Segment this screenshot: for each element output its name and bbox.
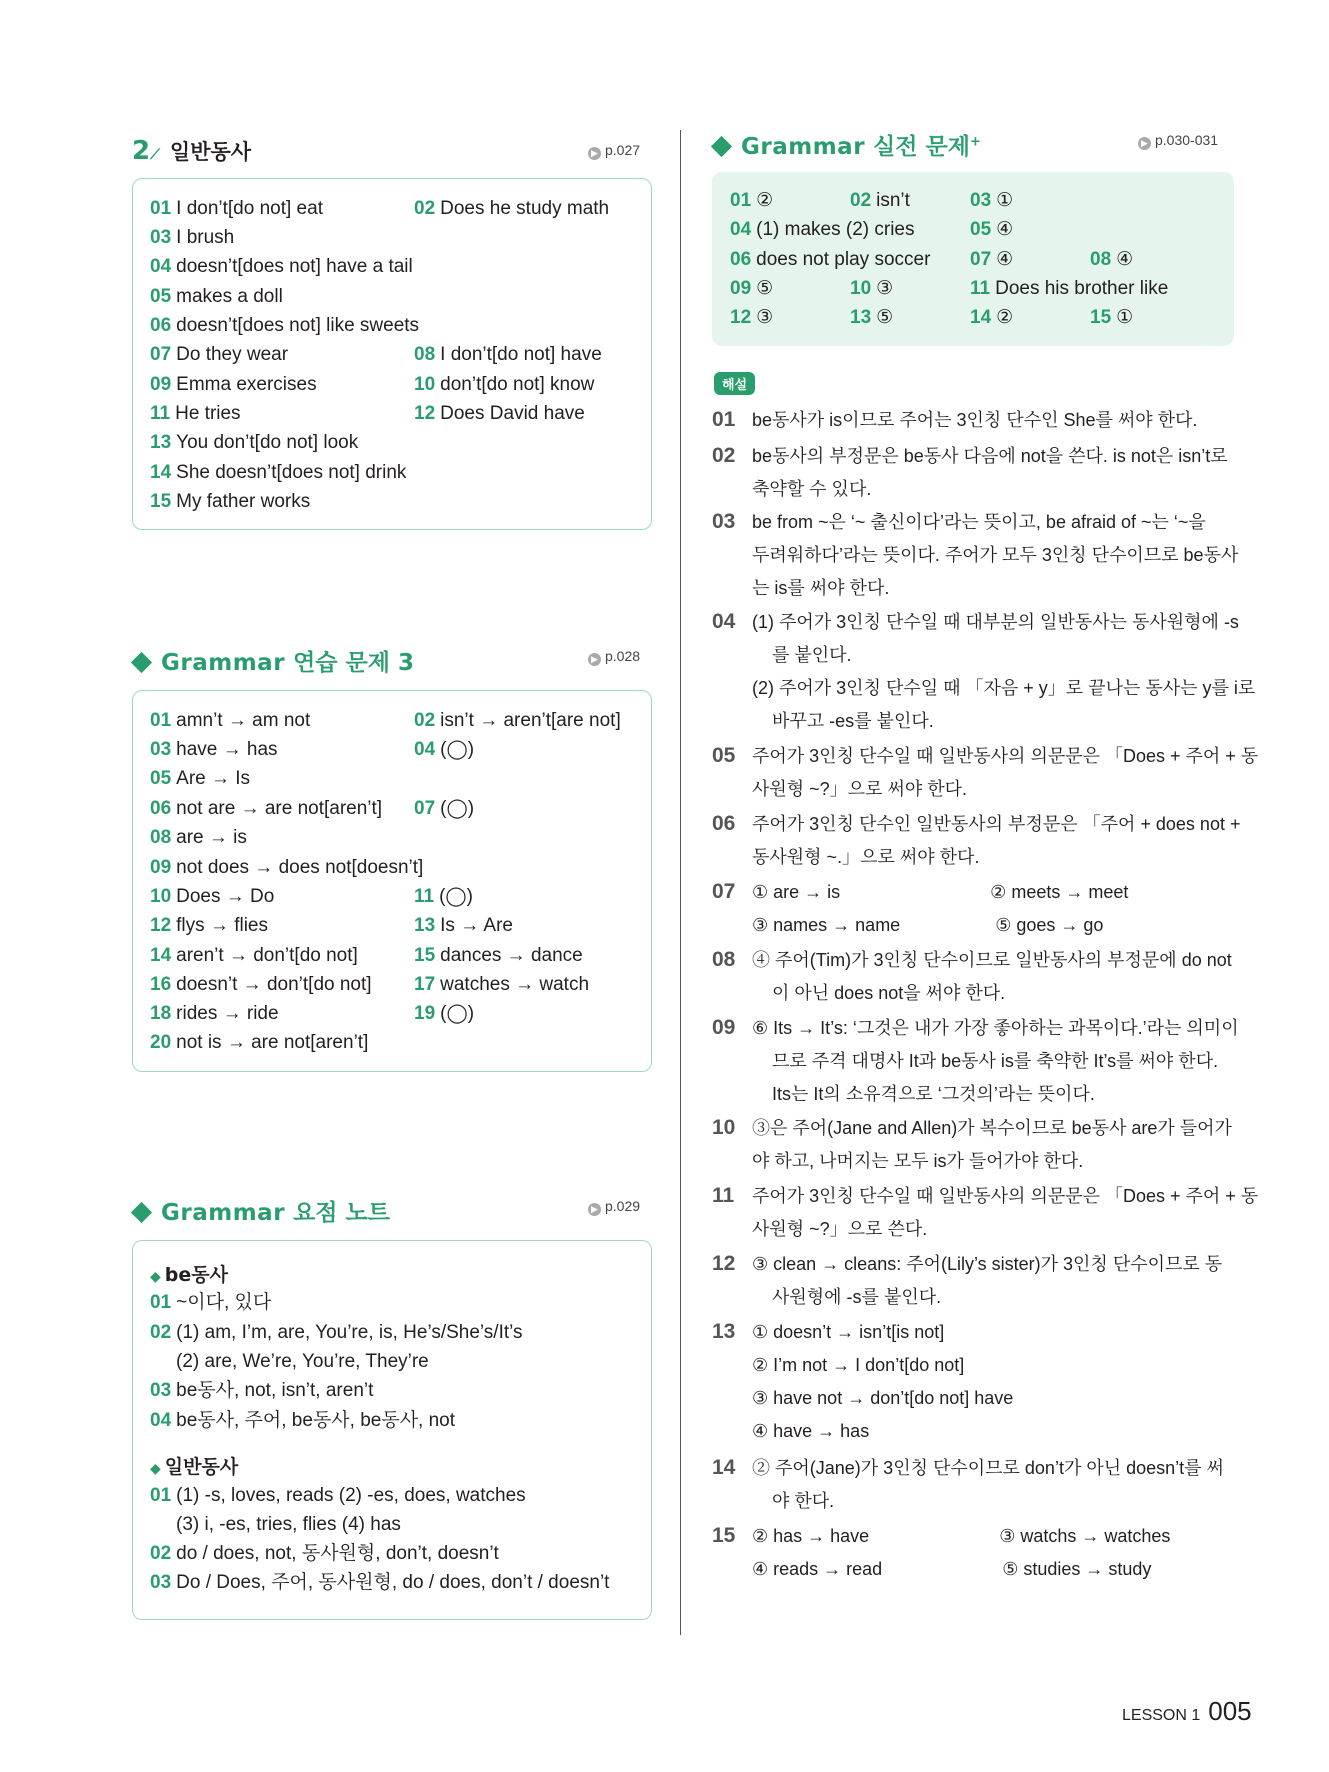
item-number: 14	[150, 462, 172, 483]
item-text: don’t[do not] know	[440, 374, 595, 395]
answer-item	[414, 344, 602, 366]
diamond-icon	[131, 652, 152, 673]
item-text: be동사, 주어, be동사, be동사, not	[176, 1410, 456, 1431]
item-number: 02	[414, 198, 436, 219]
column-divider	[680, 130, 681, 1635]
answer-item	[414, 374, 594, 396]
item-number: 04	[730, 219, 752, 240]
item-text: flys → flies	[176, 915, 268, 936]
item-text: ②	[996, 307, 1014, 328]
real-title: Grammar 실전 문제+	[708, 128, 981, 161]
explanation-line: ① are → is ② meets → meet	[752, 882, 1129, 902]
item-text: I don’t[do not] have	[440, 344, 602, 365]
item-number: 01	[150, 198, 172, 219]
item-text: ②	[756, 190, 774, 211]
explanation-text	[752, 876, 1238, 942]
note-item	[150, 1410, 455, 1432]
explanation-text	[752, 740, 1259, 806]
answer-item	[150, 403, 241, 425]
explanation-text	[752, 1520, 1238, 1586]
item-text: makes a doll	[176, 286, 283, 307]
answer-item	[150, 974, 372, 996]
note-item	[150, 1572, 609, 1594]
item-text: (◯)	[440, 798, 475, 819]
explanation-line: Its는 It의 소유격으로 ‘그것의’라는 뜻이다.	[752, 1084, 1095, 1104]
answer-item	[970, 219, 1013, 241]
item-number: 13	[150, 432, 172, 453]
explanation-text	[752, 944, 1238, 1010]
answer-item	[150, 886, 274, 908]
item-number: 07	[970, 249, 992, 270]
item-text: He tries	[175, 403, 241, 424]
explanation-text	[752, 1012, 1238, 1111]
item-text: Does David have	[440, 403, 585, 424]
item-number: 11	[150, 403, 171, 424]
item-number: 03	[150, 739, 172, 760]
item-number: 12	[150, 915, 172, 936]
explanation-number: 04	[712, 610, 736, 633]
lesson-label: LESSON 1	[1122, 1707, 1201, 1724]
answer-item	[150, 432, 358, 454]
answer-item	[730, 278, 773, 300]
item-text: doesn’t → don’t[do not]	[176, 974, 372, 995]
item-text: be동사, not, isn’t, aren’t	[176, 1380, 374, 1401]
item-number: 17	[414, 974, 436, 995]
answer-item	[730, 190, 773, 212]
note-item	[150, 1543, 499, 1565]
note-item	[150, 1485, 526, 1507]
explanation-line: ③ names → name ⑤ goes → go	[752, 915, 1104, 935]
explanation-line: ④ have → has	[752, 1421, 870, 1441]
item-number: 10	[414, 374, 436, 395]
explanation-line: ② has → have ③ watchs → watches	[752, 1526, 1171, 1546]
item-text: Are → Is	[176, 768, 251, 789]
explanation-line: (1) 주어가 3인칭 단수일 때 대부분의 일반동사는 동사원형에 -s	[752, 612, 1239, 632]
explanation-text	[752, 1248, 1238, 1314]
answer-item	[150, 1032, 368, 1054]
note-item	[150, 1292, 271, 1314]
answer-item	[414, 739, 474, 761]
explanation-line: 이 아닌 does not을 써야 한다.	[752, 983, 1006, 1003]
item-text: (◯)	[440, 739, 475, 760]
item-number: 06	[150, 798, 172, 819]
explanation-number: 03	[712, 510, 736, 533]
item-text: Does → Do	[176, 886, 275, 907]
explanation-line: 두려워하다’라는 뜻이다. 주어가 모두 3인칭 단수이므로 be동사	[752, 545, 1239, 565]
explanation-text	[752, 1316, 1238, 1448]
item-number: 15	[1090, 307, 1112, 328]
item-text: ④	[996, 249, 1014, 270]
item-number: 05	[150, 768, 172, 789]
item-text: I brush	[176, 227, 235, 248]
item-number: 08	[1090, 249, 1112, 270]
explanation-line: 주어가 3인칭 단수일 때 일반동사의 의문문은 「Does + 주어 + 동	[752, 746, 1259, 766]
answer-item	[850, 307, 893, 329]
answer-item	[150, 945, 358, 967]
real-page-ref: ▶ p.030-031	[1138, 132, 1218, 150]
item-text: ④	[996, 219, 1014, 240]
answer-item	[414, 945, 583, 967]
answer-item	[150, 315, 419, 337]
answer-item	[150, 798, 382, 820]
explanation-line: be동사가 is이므로 주어는 3인칭 단수인 She를 써야 한다.	[752, 410, 1198, 430]
note-item	[150, 1514, 401, 1536]
section2-title: 2⟋ 일반동사	[132, 136, 252, 166]
answer-item	[150, 857, 423, 879]
explanation-line: ② I’m not → I don’t[do not]	[752, 1355, 965, 1375]
answer-item	[150, 286, 283, 308]
item-number: 11	[414, 886, 435, 907]
item-number: 14	[970, 307, 992, 328]
item-text: (1) am, I’m, are, You’re, is, He’s/She’s/It’s	[176, 1322, 523, 1343]
answer-item	[730, 307, 773, 329]
answer-item	[150, 462, 406, 484]
item-number: 15	[414, 945, 436, 966]
item-text: ~이다, 있다	[176, 1292, 272, 1313]
item-text: doesn’t[does not] have a tail	[176, 256, 413, 277]
practice3-title: Grammar 연습 문제 3	[128, 644, 414, 677]
item-number: 10	[850, 278, 872, 299]
answer-item	[970, 190, 1013, 212]
item-number: 02	[150, 1322, 172, 1343]
answer-item	[150, 710, 310, 732]
explanation-line: 야 한다.	[752, 1491, 835, 1511]
item-number: 01	[150, 1292, 172, 1313]
explanation-text	[752, 506, 1238, 605]
explanation-line: 야 하고, 나머지는 모두 is가 들어가야 한다.	[752, 1151, 1084, 1171]
page-number: 005	[1208, 1696, 1252, 1726]
item-text: ⑤	[756, 278, 774, 299]
answer-item	[414, 403, 585, 425]
answer-item	[850, 190, 910, 212]
item-number: 16	[150, 974, 172, 995]
item-text: not does → does not[doesn’t]	[176, 857, 424, 878]
notes-title: Grammar 요점 노트	[128, 1194, 390, 1227]
item-number: 02	[850, 190, 872, 211]
item-number: 11	[970, 278, 991, 299]
item-text: doesn’t[does not] like sweets	[176, 315, 420, 336]
item-number: 01	[730, 190, 752, 211]
explanation-number: 06	[712, 812, 736, 835]
explanation-number: 12	[712, 1252, 736, 1275]
item-text: Do / Does, 주어, 동사원형, do / does, don’t / doesn’t	[176, 1572, 610, 1593]
item-text: are → is	[176, 827, 247, 848]
item-number: 20	[150, 1032, 172, 1053]
item-text: isn’t → aren’t[are not]	[440, 710, 621, 731]
item-text: ④	[1116, 249, 1134, 270]
item-number: 09	[150, 374, 172, 395]
item-number: 13	[414, 915, 436, 936]
answer-item	[150, 827, 247, 849]
item-number: 03	[150, 1572, 172, 1593]
item-text: isn’t	[876, 190, 910, 211]
explanation-line: 사원형 ~?」으로 쓴다.	[752, 1219, 928, 1239]
arrow-right-icon: ▶	[588, 1203, 601, 1216]
item-text: not are → are not[aren’t]	[176, 798, 383, 819]
note-item	[150, 1351, 429, 1373]
item-number: 01	[150, 710, 172, 731]
arrow-right-icon: ▶	[588, 147, 601, 160]
explanation-line: 바꾸고 -es를 붙인다.	[752, 711, 934, 731]
item-text: (2) are, We’re, You’re, They’re	[176, 1351, 429, 1372]
footer	[1122, 1696, 1252, 1727]
answer-item	[414, 915, 513, 937]
explanation-text	[752, 808, 1241, 874]
explanation-line: 주어가 3인칭 단수인 일반동사의 부정문은 「주어 + does not +	[752, 814, 1241, 834]
practice3-page-ref: ▶ p.028	[588, 648, 640, 666]
answer-item	[150, 256, 413, 278]
explanation-badge: 해설	[714, 372, 755, 395]
note-item	[150, 1380, 373, 1402]
explanation-number: 14	[712, 1456, 736, 1479]
explanation-line: 를 붙인다.	[752, 645, 852, 665]
item-number: 04	[150, 256, 172, 277]
item-number: 05	[970, 219, 992, 240]
item-text: aren’t → don’t[do not]	[176, 945, 358, 966]
item-number: 07	[150, 344, 172, 365]
answer-item	[730, 219, 915, 241]
answer-item	[414, 798, 474, 820]
item-number: 03	[150, 1380, 172, 1401]
arrow-right-icon: ▶	[588, 653, 601, 666]
item-text: dances → dance	[440, 945, 583, 966]
item-number: 03	[150, 227, 172, 248]
explanation-line: be from ~은 ‘~ 출신이다’라는 뜻이고, be afraid of ~는 ‘~을	[752, 512, 1206, 532]
item-number: 13	[850, 307, 872, 328]
item-text: ⑤	[876, 307, 894, 328]
item-number: 19	[414, 1003, 436, 1024]
arrow-right-icon: ▶	[1138, 137, 1151, 150]
item-number: 15	[150, 491, 172, 512]
explanation-line: 사원형에 -s를 붙인다.	[752, 1287, 942, 1307]
explanation-line: ④ 주어(Tim)가 3인칭 단수이므로 일반동사의 부정문에 do not	[752, 950, 1232, 970]
item-number: 08	[414, 344, 436, 365]
item-text: ①	[996, 190, 1014, 211]
answer-item	[1090, 307, 1133, 329]
answer-item	[414, 974, 589, 996]
answer-item	[414, 198, 609, 220]
item-number: 02	[150, 1543, 172, 1564]
explanation-number: 08	[712, 948, 736, 971]
answer-item	[150, 739, 278, 761]
answer-item	[1090, 249, 1133, 271]
item-text: watches → watch	[440, 974, 590, 995]
explanation-text	[752, 1452, 1238, 1518]
item-number: 18	[150, 1003, 172, 1024]
explanation-line: 므로 주격 대명사 It과 be동사 is를 축약한 It’s를 써야 한다.	[752, 1051, 1219, 1071]
item-number: 04	[414, 739, 436, 760]
item-number: 05	[150, 286, 172, 307]
item-number: 02	[414, 710, 436, 731]
item-text: My father works	[176, 491, 311, 512]
explanation-line: ④ reads → read ⑤ studies → study	[752, 1559, 1152, 1579]
explanation-line: be동사의 부정문은 be동사 다음에 not을 쓴다. is not은 isn’t로	[752, 446, 1228, 466]
item-text: does not play soccer	[756, 249, 931, 270]
item-number: 12	[730, 307, 752, 328]
item-text: Is → Are	[440, 915, 513, 936]
notes-be-heading: ◆ be동사	[150, 1264, 228, 1286]
note-item	[150, 1322, 523, 1344]
item-text: (◯)	[439, 886, 474, 907]
item-text: Emma exercises	[176, 374, 317, 395]
explanation-text	[752, 1112, 1238, 1178]
diamond-icon	[131, 1202, 152, 1223]
explanation-line: 사원형 ~?」으로 써야 한다.	[752, 779, 968, 799]
notes-page-ref: ▶ p.029	[588, 1198, 640, 1216]
explanation-text	[752, 404, 1238, 437]
item-number: 03	[970, 190, 992, 211]
item-number: 10	[150, 886, 172, 907]
item-text: I don’t[do not] eat	[176, 198, 323, 219]
explanation-text	[752, 606, 1256, 738]
explanation-line: ③ clean → cleans: 주어(Lily’s sister)가 3인칭 단수이므로 동	[752, 1254, 1223, 1274]
item-text: ③	[756, 307, 774, 328]
item-text: ①	[1116, 307, 1134, 328]
explanation-line: ③ have not → don’t[do not] have	[752, 1388, 1014, 1408]
item-text: Does his brother like	[995, 278, 1169, 299]
item-text: Do they wear	[176, 344, 289, 365]
item-number: 12	[414, 403, 436, 424]
explanation-number: 11	[712, 1184, 735, 1207]
explanation-line: 는 is를 써야 한다.	[752, 578, 890, 598]
section2-page-ref: ▶ p.027	[588, 142, 640, 160]
explanation-line: ① doesn’t → isn’t[is not]	[752, 1322, 945, 1342]
item-text: not is → are not[aren’t]	[176, 1032, 369, 1053]
explanation-number: 05	[712, 744, 736, 767]
item-number: 01	[150, 1485, 172, 1506]
item-text: rides → ride	[176, 1003, 279, 1024]
explanation-line: (2) 주어가 3인칭 단수일 때 「자음 + y」로 끝나는 동사는 y를 i로	[752, 678, 1256, 698]
explanation-number: 10	[712, 1116, 736, 1139]
explanation-line: 축약할 수 있다.	[752, 479, 872, 499]
item-number: 04	[150, 1410, 172, 1431]
explanation-number: 09	[712, 1016, 736, 1039]
item-text: (◯)	[440, 1003, 475, 1024]
item-number: 09	[150, 857, 172, 878]
item-number: 07	[414, 798, 436, 819]
explanation-line: ⑥ Its → It’s: ‘그것은 내가 가장 좋아하는 과목이다.’라는 의미이	[752, 1018, 1239, 1038]
answer-item	[150, 768, 250, 790]
answer-item	[414, 1003, 474, 1025]
item-number: 14	[150, 945, 172, 966]
item-text: have → has	[176, 739, 278, 760]
explanation-text	[752, 1180, 1259, 1246]
answer-item	[150, 491, 310, 513]
diamond-icon	[711, 136, 732, 157]
explanation-number: 01	[712, 408, 736, 431]
answer-item	[150, 227, 234, 249]
section2-title-text: 일반동사	[169, 140, 252, 164]
explanation-number: 07	[712, 880, 736, 903]
explanation-line: 주어가 3인칭 단수일 때 일반동사의 의문문은 「Does + 주어 + 동	[752, 1186, 1259, 1206]
explanation-number: 02	[712, 444, 736, 467]
notes-general-heading: ◆ 일반동사	[150, 1456, 239, 1478]
answer-item	[150, 915, 268, 937]
answer-item	[970, 249, 1013, 271]
answer-item	[150, 344, 288, 366]
item-text: She doesn’t[does not] drink	[176, 462, 407, 483]
explanation-number: 13	[712, 1320, 736, 1343]
item-number: 09	[730, 278, 752, 299]
answer-item	[970, 278, 1168, 300]
item-number: 08	[150, 827, 172, 848]
item-number: 06	[730, 249, 752, 270]
answer-item	[150, 374, 317, 396]
explanation-text	[752, 440, 1238, 506]
item-number: 06	[150, 315, 172, 336]
explanation-line: 동사원형 ~.」으로 써야 한다.	[752, 847, 980, 867]
answer-item	[150, 198, 323, 220]
explanation-number: 15	[712, 1524, 736, 1547]
item-text: do / does, not, 동사원형, don’t, doesn’t	[176, 1543, 499, 1564]
item-text: (3) i, -es, tries, flies (4) has	[176, 1514, 401, 1535]
answer-item	[850, 278, 893, 300]
item-text: You don’t[do not] look	[176, 432, 359, 453]
explanation-line: ③은 주어(Jane and Allen)가 복수이므로 be동사 are가 들어가	[752, 1118, 1232, 1138]
item-text: amn’t → am not	[176, 710, 311, 731]
explanation-line: ② 주어(Jane)가 3인칭 단수이므로 don’t가 아닌 doesn’t를 써	[752, 1458, 1224, 1478]
answer-item	[414, 710, 621, 732]
answer-item	[970, 307, 1013, 329]
section2-number: 2	[132, 136, 151, 166]
item-text: ③	[876, 278, 894, 299]
item-text: Does he study math	[440, 198, 610, 219]
answer-item	[414, 886, 473, 908]
item-text: (1) -s, loves, reads (2) -es, does, watches	[176, 1485, 526, 1506]
item-text: (1) makes (2) cries	[756, 219, 915, 240]
answer-item	[730, 249, 930, 271]
answer-item	[150, 1003, 279, 1025]
